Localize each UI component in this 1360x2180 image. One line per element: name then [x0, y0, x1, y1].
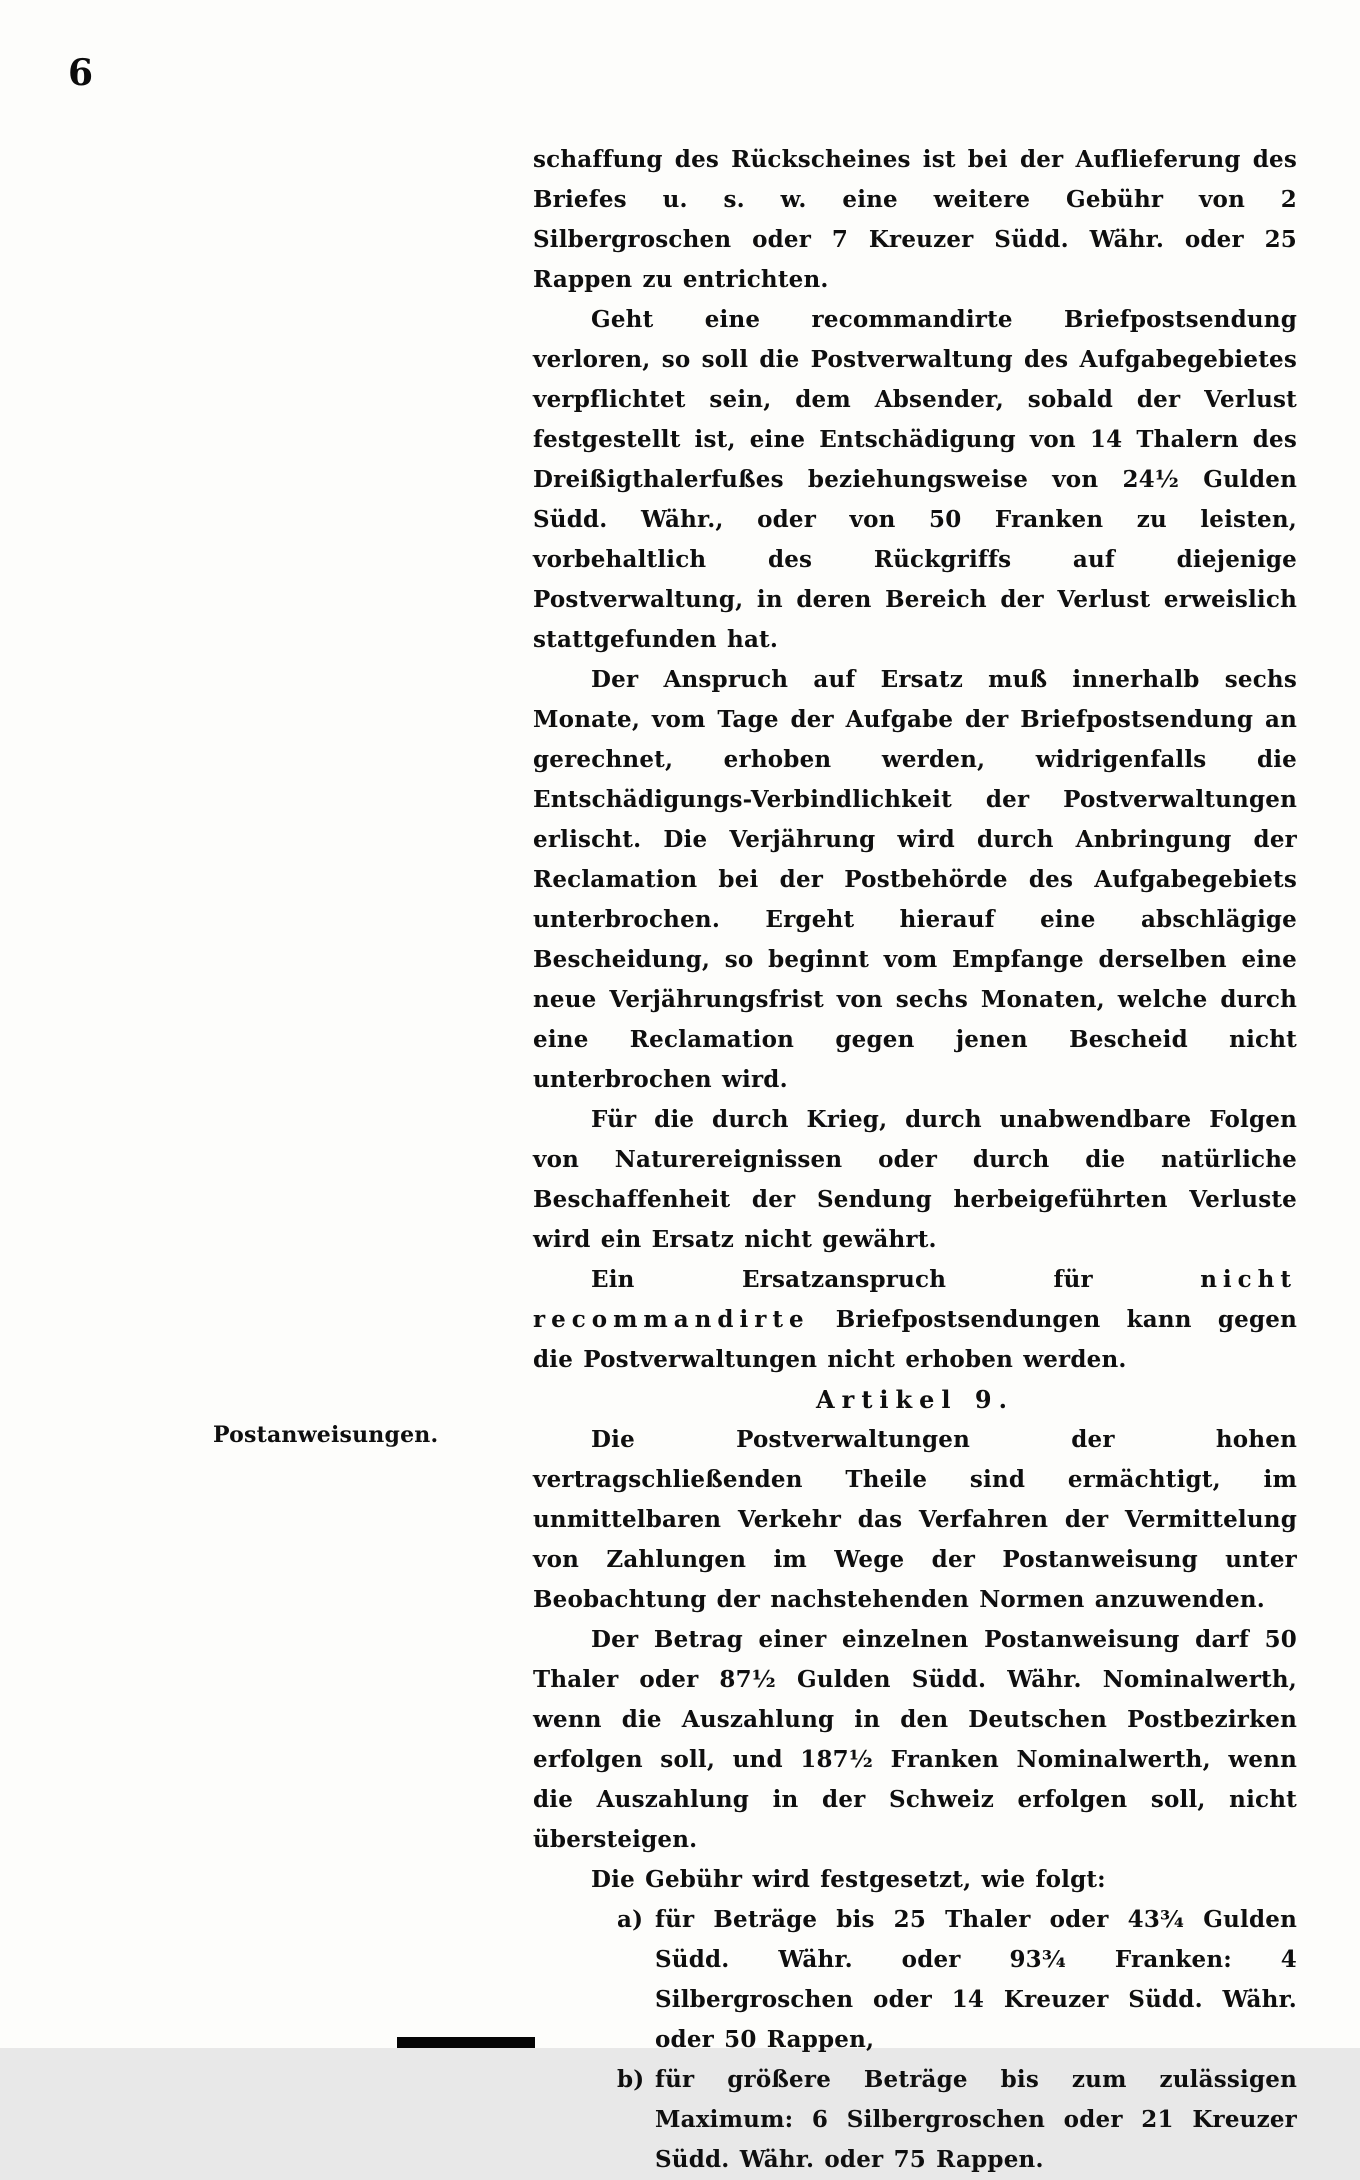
paragraph-no-claim-post: Briefpostsendungen kann gegen die Postverwaltungen nicht erhoben werden.: [533, 1306, 1297, 1373]
fee-item-b-marker: b): [617, 2066, 645, 2093]
paragraph-no-claim-unregistered: [533, 1260, 1297, 1380]
fee-list: [533, 1900, 1297, 2180]
paragraph-money-order-limit: Der Betrag einer einzelnen Postanweisung darf 50 Thaler oder 87½ Gulden Südd. Währ. Nominalwerth, wenn die Auszahlung in den Deutschen Postbezirken erfolgen soll, und 187½ Franken Nominalwerth, wenn die Auszahlung in der Schweiz erfolgen soll, nicht übersteigen.: [533, 1626, 1297, 1853]
paragraph-fee-intro: Die Gebühr wird festgesetzt, wie folgt:: [591, 1866, 1106, 1893]
paragraph-force-majeure-exclusion: Für die durch Krieg, durch unabwendbare Folgen von Naturereignissen oder durch die natürliche Beschaffenheit der Sendung herbeigeführten Verluste wird ein Ersatz nicht gewährt.: [533, 1106, 1297, 1253]
fee-item-a-marker: a): [617, 1906, 644, 1933]
text-column: [213, 140, 1297, 2180]
paragraph-return-receipt-fee: schaffung des Rückscheines ist bei der Auflieferung des Briefes u. s. w. eine weitere Gebühr von 2 Silbergroschen oder 7 Kreuzer Südd. Währ. oder 25 Rappen zu entrichten.: [533, 146, 1297, 293]
paragraph-no-claim-pre: Ein Ersatzanspruch für: [591, 1266, 1201, 1293]
fee-item-b-text: für größere Beträge bis zum zulässigen Maximum: 6 Silbergroschen oder 21 Kreuzer Südd. Währ. oder 75 Rappen.: [655, 2066, 1297, 2173]
margin-note: Postanweisungen.: [213, 1422, 439, 1448]
fee-item-a-text: für Beträge bis 25 Thaler oder 43¾ Gulden Südd. Währ. oder 93¾ Franken: 4 Silbergroschen oder 14 Kreuzer Südd. Währ. oder 50 Rappen,: [655, 1906, 1297, 2053]
page-number: 6: [68, 52, 94, 94]
paragraph-lost-registered-mail-compensation: Geht eine recommandirte Briefpostsendung verloren, so soll die Postverwaltung des Aufgabegebietes verpflichtet sein, dem Absender, sobald der Verlust festgestellt ist, eine Entschädigung von 14 Thalern des Dreißigthalerfußes beziehungsweise von 24½ Gulden Südd. Währ., oder von 50 Franken zu leisten, vorbehaltlich des Rückgriffs auf diejenige Postverwaltung, in deren Bereich der Verlust erweislich stattgefunden hat.: [533, 306, 1297, 653]
scan-artifact-bar: [397, 2037, 535, 2048]
fee-item-a: [533, 1900, 1297, 2060]
article-heading: Artikel 9.: [816, 1385, 1014, 1414]
fee-item-b: [533, 2060, 1297, 2180]
paragraph-no-claim-emphasis: nicht recommandirte: [533, 1266, 1297, 1333]
article9-intro-wrap: [213, 1420, 1297, 1620]
paragraph-claim-deadline: Der Anspruch auf Ersatz muß innerhalb sechs Monate, vom Tage der Aufgabe der Briefpostsendung an gerechnet, erhoben werden, widrigenfalls die Entschädigungs-Verbindlichkeit der Postverwaltungen erlischt. Die Verjährung wird durch Anbringung der Reclamation bei der Postbehörde des Aufgabegebiets unterbrochen. Ergeht hierauf eine abschlägige Bescheidung, so beginnt vom Empfange derselben eine neue Verjährungsfrist von sechs Monaten, welche durch eine Reclamation gegen jenen Bescheid nicht unterbrochen wird.: [533, 666, 1297, 1093]
paragraph-money-order-authorization: Die Postverwaltungen der hohen vertragschließenden Theile sind ermächtigt, im unmittelbaren Verkehr das Verfahren der Vermittelung von Zahlungen im Wege der Postanweisung unter Beobachtung der nachstehenden Normen anzuwenden.: [533, 1426, 1297, 1613]
